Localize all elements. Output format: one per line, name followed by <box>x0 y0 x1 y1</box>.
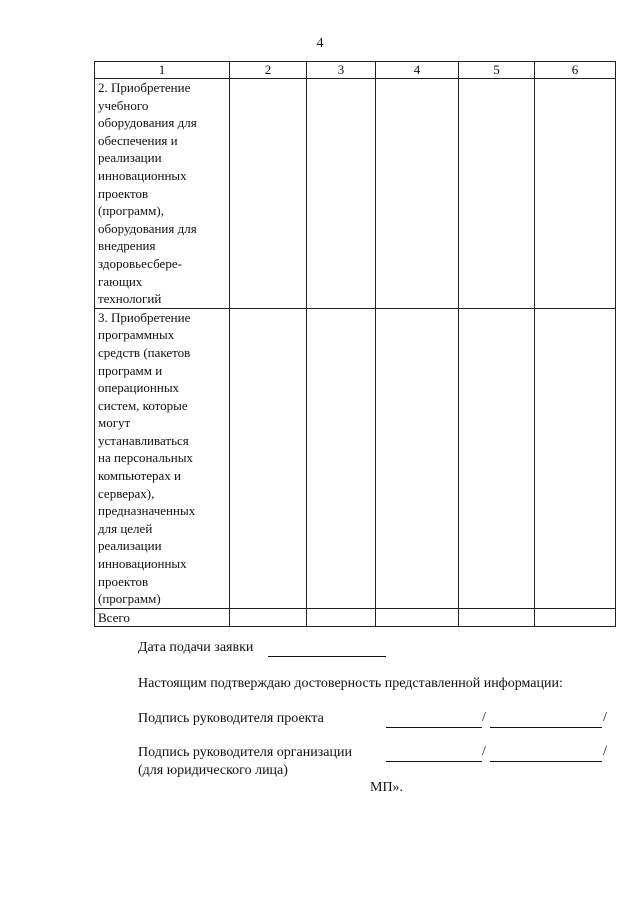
date-field-line[interactable] <box>268 656 386 657</box>
table-cell[interactable] <box>459 308 535 608</box>
row-label-line: программ и <box>98 362 163 378</box>
table-cell[interactable] <box>535 308 616 608</box>
row-label-line: 2. Приобретение <box>98 80 191 95</box>
signature-org-name-line[interactable] <box>490 761 602 762</box>
table-cell[interactable] <box>535 79 616 309</box>
signature-project-label: Подпись руководителя проекта <box>138 711 324 726</box>
row-label-line: систем, которые <box>98 397 188 413</box>
column-header-4: 4 <box>376 62 459 79</box>
page-number: 4 <box>316 36 324 51</box>
signature-org-line[interactable] <box>386 761 482 762</box>
row-label-total: Всего <box>95 608 230 627</box>
row-label-line: предназначенных <box>98 503 196 519</box>
row-label-line: на персональных <box>98 450 193 466</box>
table-cell[interactable] <box>230 608 307 627</box>
table-cell[interactable] <box>376 79 459 309</box>
row-label-line: компьютерах и <box>98 468 181 484</box>
row-label-line: гающих <box>98 273 143 289</box>
column-header-2: 2 <box>230 62 307 79</box>
row-label-line: реализации <box>98 538 162 554</box>
signature-org-slash-end: / <box>603 744 607 759</box>
row-label-line: 3. Приобретение <box>98 309 191 325</box>
signature-org-note: (для юридического лица) <box>138 763 288 778</box>
signature-project-line[interactable] <box>386 727 482 728</box>
row-label-line: могут <box>98 415 131 431</box>
table-row-software <box>95 308 616 608</box>
table-cell[interactable] <box>307 608 376 627</box>
row-label-line: устанавливаться <box>98 432 189 448</box>
signature-project-name-line[interactable] <box>490 727 602 728</box>
table-header-row <box>95 62 616 79</box>
row-label-line: инновационных <box>98 167 187 183</box>
table-cell[interactable] <box>230 308 307 608</box>
signature-org-label: Подпись руководителя организации <box>138 745 352 760</box>
table-cell[interactable] <box>307 308 376 608</box>
row-label-line: для целей <box>98 520 153 536</box>
table-row-total <box>95 608 616 627</box>
signature-project-slash: / <box>482 710 486 725</box>
row-label-line: обеспечения и <box>98 132 178 148</box>
row-label-line: внедрения <box>98 238 156 254</box>
row-label-line: оборудования для <box>98 220 197 236</box>
signature-org-slash: / <box>482 744 486 759</box>
row-label-line: здоровьесбере- <box>98 255 182 271</box>
row-label-equipment <box>95 79 230 309</box>
row-label-line: технологий <box>98 291 162 307</box>
signature-project-slash-end: / <box>603 710 607 725</box>
table-cell[interactable] <box>376 308 459 608</box>
row-label-line: программных <box>98 327 175 343</box>
table-row-equipment <box>95 79 616 309</box>
seal-label: МП». <box>370 780 404 795</box>
column-header-1: 1 <box>95 62 230 79</box>
table-cell[interactable] <box>376 608 459 627</box>
table-cell[interactable] <box>459 608 535 627</box>
row-label-line: проектов <box>98 185 149 201</box>
date-label: Дата подачи заявки <box>138 640 254 655</box>
row-label-line: средств (пакетов <box>98 344 191 360</box>
row-label-line: реализации <box>98 150 162 166</box>
column-header-3: 3 <box>307 62 376 79</box>
row-label-line: (программ) <box>98 591 161 607</box>
application-table <box>94 61 616 627</box>
table-cell[interactable] <box>459 79 535 309</box>
column-header-6: 6 <box>535 62 616 79</box>
row-label-line: оборудования для <box>98 115 197 131</box>
column-header-5: 5 <box>459 62 535 79</box>
row-label-line: серверах), <box>98 485 155 501</box>
row-label-line: инновационных <box>98 556 187 572</box>
row-label-line: операционных <box>98 380 180 396</box>
row-label-line: проектов <box>98 573 149 589</box>
row-label-line: учебного <box>98 97 149 113</box>
row-label-line: (программ), <box>98 203 164 219</box>
table-cell[interactable] <box>307 79 376 309</box>
table-cell[interactable] <box>230 79 307 309</box>
row-label-software <box>95 308 230 608</box>
confirm-text: Настоящим подтверждаю достоверность представленной информации: <box>138 676 563 691</box>
table-cell[interactable] <box>535 608 616 627</box>
